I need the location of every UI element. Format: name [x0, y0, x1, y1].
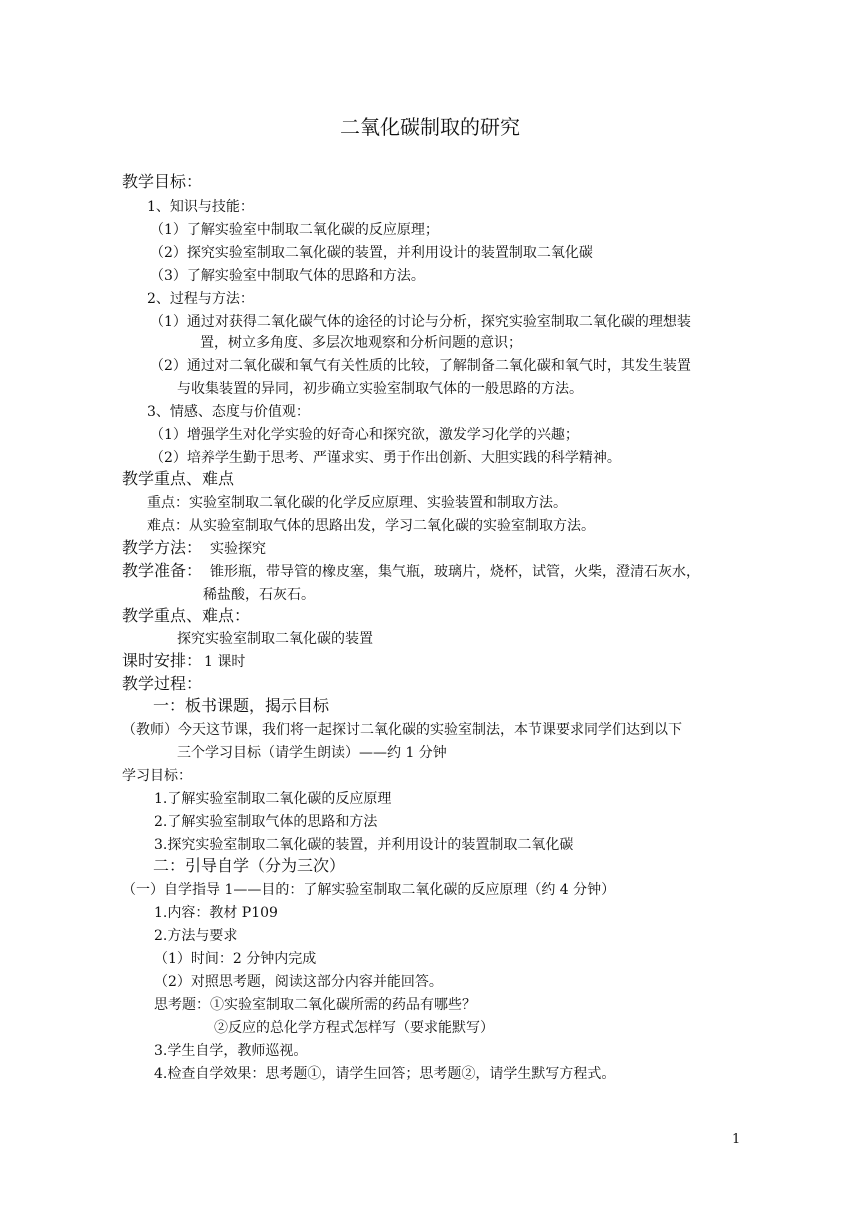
knowledge-item-2: （2）探究实验室制取二氧化碳的装置，并利用设计的装置制取二氧化碳 [150, 245, 593, 261]
process-item-2-line-2: 与收集装置的异同，初步确立实验室制取气体的一般思路的方法。 [177, 381, 583, 397]
process-method-heading: 2、过程与方法： [147, 291, 254, 307]
requirement-1: （1）时间：2 分钟内完成 [154, 951, 317, 967]
guide-content: 1.内容：教材 P109 [154, 905, 278, 921]
process-item-1-line-2: 置，树立多角度、多层次地观察和分析问题的意识； [200, 335, 522, 351]
knowledge-item-1: （1）了解实验室中制取二氧化碳的反应原理； [150, 222, 439, 238]
requirement-2: （2）对照思考题，阅读这部分内容并能回答。 [154, 974, 443, 990]
document-title: 二氧化碳制取的研究 [340, 115, 520, 139]
teaching-method-value: 实验探究 [210, 541, 266, 557]
teaching-goals-heading: 教学目标： [122, 172, 203, 191]
think-question-2: ②反应的总化学方程式怎样写（要求能默写） [214, 1020, 494, 1036]
attitude-heading: 3、情感、态度与价值观： [147, 404, 310, 420]
self-study-step: 3.学生自学，教师巡视。 [154, 1043, 308, 1059]
key-points-heading-2: 教学重点、难点： [122, 606, 251, 625]
key-points-heading: 教学重点、难点 [122, 469, 235, 488]
knowledge-skills-heading: 1、知识与技能： [147, 199, 254, 215]
teaching-prep-line-1: 锥形瓶，带导管的橡皮塞，集气瓶，玻璃片，烧杯，试管，火柴，澄清石灰水， [210, 564, 700, 580]
step-2-heading: 二：引导自学（分为三次） [153, 856, 346, 875]
key-point: 重点：实验室制取二氧化碳的化学反应原理、实验装置和制取方法。 [147, 495, 567, 511]
process-item-1-line-1: （1）通过对获得二氧化碳气体的途径的讨论与分析，探究实验室制取二氧化碳的理想装 [150, 314, 691, 330]
knowledge-item-3: （3）了解实验室中制取气体的思路和方法。 [150, 268, 425, 284]
page-number: 1 [732, 1132, 741, 1147]
teacher-speech-line-2: 三个学习目标（请学生朗读）——约 1 分钟 [177, 745, 447, 761]
teaching-method-label: 教学方法： [122, 538, 203, 557]
learning-goal-2: 2.了解实验室制取气体的思路和方法 [154, 814, 378, 830]
step-1-heading: 一：板书课题，揭示目标 [153, 696, 330, 715]
process-item-2-line-1: （2）通过对二氧化碳和氧气有关性质的比较，了解制备二氧化碳和氧气时，其发生装置 [150, 358, 691, 374]
key-points-value: 探究实验室制取二氧化碳的装置 [177, 631, 373, 647]
self-study-guide-1: （一）自学指导 1——目的：了解实验室制取二氧化碳的反应原理（约 4 分钟） [122, 882, 616, 898]
schedule-value: 1 课时 [204, 654, 246, 670]
attitude-item-2: （2）培养学生勤于思考、严谨求实、勇于作出创新、大胆实践的科学精神。 [150, 450, 621, 466]
learning-goal-3: 3.探究实验室制取二氧化碳的装置，并利用设计的装置制取二氧化碳 [154, 837, 574, 853]
teaching-process-heading: 教学过程： [122, 674, 203, 693]
learning-goals-heading: 学习目标： [122, 768, 192, 784]
learning-goal-1: 1.了解实验室制取二氧化碳的反应原理 [154, 791, 392, 807]
teaching-prep-line-2: 稀盐酸，石灰石。 [203, 587, 315, 603]
think-question-label: 思考题： [154, 997, 210, 1013]
teaching-prep-label: 教学准备： [122, 561, 203, 580]
difficult-point: 难点：从实验室制取气体的思路出发，学习二氧化碳的实验室制取方法。 [147, 518, 595, 534]
schedule-label: 课时安排： [122, 651, 203, 670]
teacher-speech-line-1: （教师）今天这节课，我们将一起探讨二氧化碳的实验室制法，本节课要求同学们达到以下 [122, 722, 682, 738]
think-question-1: ①实验室制取二氧化碳所需的药品有哪些？ [210, 997, 476, 1013]
check-effect-step: 4.检查自学效果：思考题①，请学生回答；思考题②，请学生默写方程式。 [154, 1066, 616, 1082]
attitude-item-1: （1）增强学生对化学实验的好奇心和探究欲，激发学习化学的兴趣； [150, 427, 579, 443]
guide-method-requirements: 2.方法与要求 [154, 928, 238, 944]
